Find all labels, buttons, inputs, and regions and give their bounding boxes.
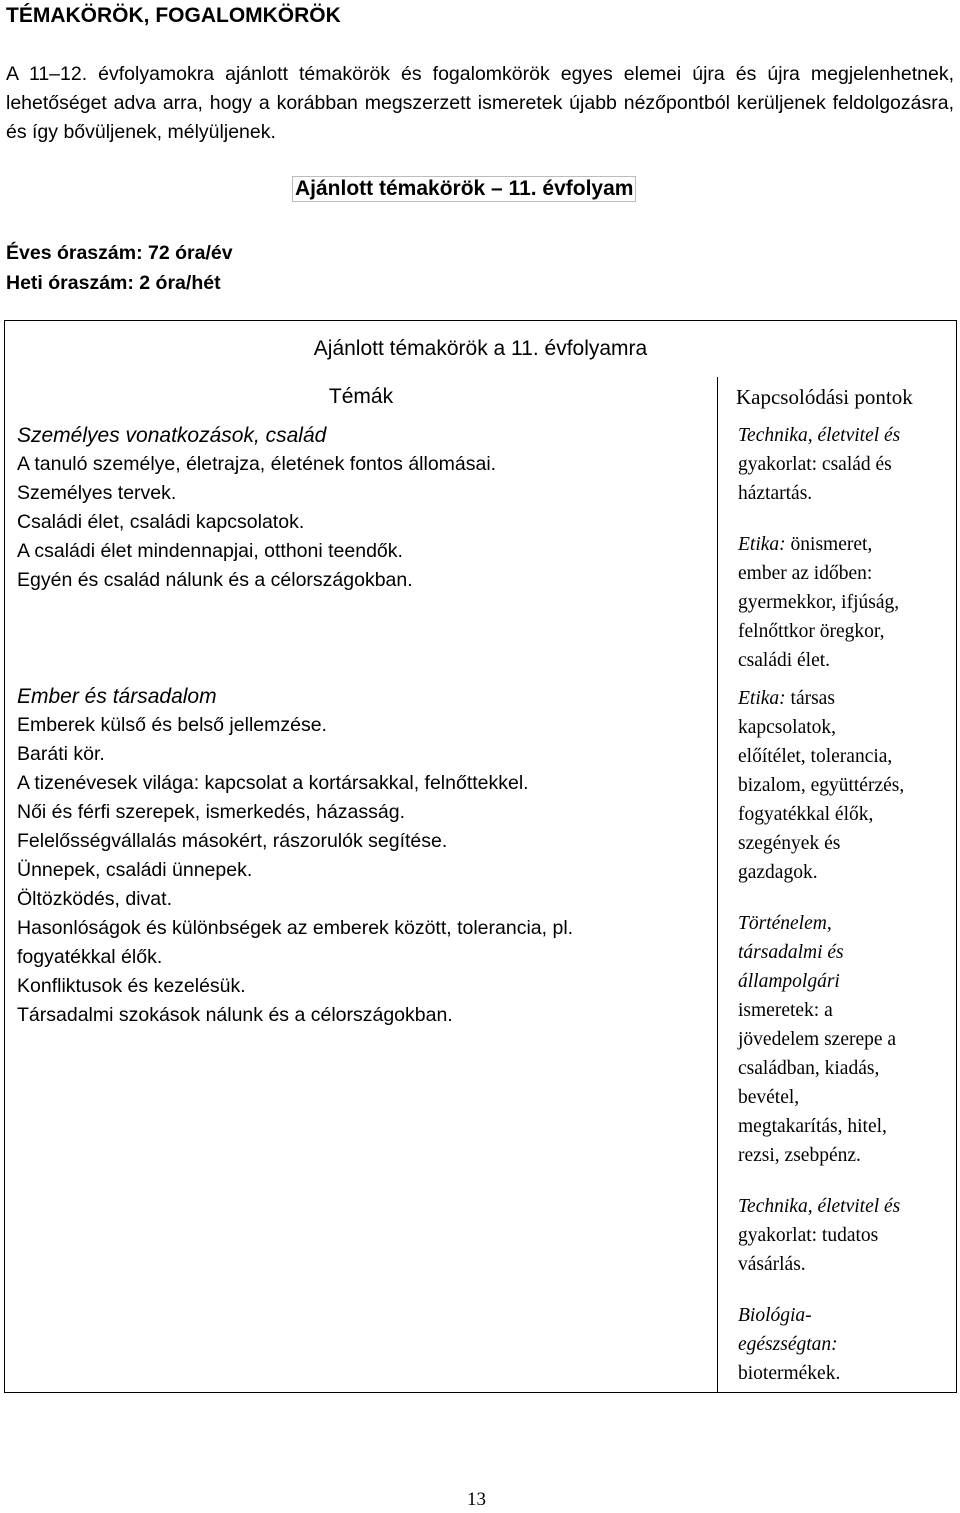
link-text: gyakorlat: család és (738, 454, 892, 475)
list-item: Családi élet, családi kapcsolatok. (17, 511, 305, 533)
list-item: Női és férfi szerepek, ismerkedés, házasság. (17, 801, 406, 823)
link-technika-1 (738, 421, 956, 508)
list-item: Baráti kör. (17, 743, 105, 765)
header-topics: Témák (5, 377, 718, 417)
list-item: Emberek külső és belső jellemzése. (17, 714, 327, 736)
link-text: önismeret, (785, 534, 873, 555)
hours-block (6, 238, 233, 298)
link-text: vásárlás. (738, 1254, 806, 1275)
link-text: háztartás. (738, 483, 813, 504)
link-subject: társadalmi és (738, 942, 844, 963)
topics-cell (5, 417, 718, 1393)
section-personal (17, 421, 717, 595)
link-text: társas (785, 688, 835, 709)
link-subject: Technika, életvitel és (738, 1196, 901, 1217)
link-text: családi élet. (738, 650, 831, 671)
link-subject: Technika, életvitel és (738, 425, 901, 446)
link-text: fogyatékkal élők, (738, 804, 874, 825)
link-technika-2 (738, 1192, 956, 1279)
link-text: bizalom, együttérzés, (738, 775, 905, 796)
table-header-row (5, 377, 957, 417)
link-text: biotermékek. (738, 1363, 841, 1384)
list-item: Ünnepek, családi ünnepek. (17, 859, 253, 881)
link-text: rezsi, zsebpénz. (738, 1145, 861, 1166)
list-item: Egyén és család nálunk és a célországokban. (17, 569, 413, 591)
link-text: ember az időben: (738, 563, 873, 584)
link-text: gyermekkor, ifjúság, (738, 592, 900, 613)
table-body-row (5, 417, 957, 1393)
link-tortenelem (738, 909, 956, 1170)
list-item: A tanuló személye, életrajza, életének fontos állomásai. (17, 453, 497, 475)
table-caption: Ajánlott témakörök a 11. évfolyamra (5, 321, 957, 378)
link-subject: Biológia- (738, 1305, 812, 1326)
link-text: ismeretek: a (738, 1000, 833, 1021)
weekly-hours: Heti óraszám: 2 óra/hét (6, 272, 221, 294)
section-title: Személyes vonatkozások, család (17, 424, 327, 447)
link-biologia (738, 1301, 956, 1388)
link-subject: Történelem, (738, 913, 832, 934)
header-links: Kapcsolódási pontok (718, 377, 957, 417)
page-title: TÉMAKÖRÖK, FOGALOMKÖRÖK (6, 4, 341, 27)
link-etika-1 (738, 530, 956, 675)
link-text: gyakorlat: tudatos (738, 1225, 879, 1246)
table-caption-row (5, 321, 957, 378)
section-society (17, 682, 717, 1030)
list-item: Hasonlóságok és különbségek az emberek között, tolerancia, pl. (17, 917, 574, 939)
link-text: felnőttkor öregkor, (738, 621, 885, 642)
grade-heading (292, 176, 636, 202)
yearly-hours: Éves óraszám: 72 óra/év (6, 242, 233, 264)
link-subject: Etika: (738, 534, 786, 555)
section-title: Ember és társadalom (17, 685, 217, 708)
list-item: Öltözködés, divat. (17, 888, 172, 910)
grade-heading-text: Ajánlott témakörök – 11. évfolyam (292, 176, 636, 202)
intro-paragraph (6, 60, 954, 147)
link-text: szegények és (738, 833, 841, 854)
list-item: A családi élet mindennapjai, otthoni teendők. (17, 540, 403, 562)
link-text: kapcsolatok, (738, 717, 837, 738)
list-item: Személyes tervek. (17, 482, 177, 504)
intro-text: A 11–12. évfolyamokra ajánlott témakörök és fogalomkörök egyes elemei újra és újra megjelenhetnek, lehetőséget adva arra, hogy a korábban megszerzett ismeretek újabb nézőpontból kerüljenek feldolgozásra, és így bővüljenek, mélyüljenek. (6, 63, 954, 143)
links-cell (718, 417, 957, 1393)
link-subject: Etika: (738, 688, 786, 709)
list-item: Társadalmi szokások nálunk és a célországokban. (17, 1004, 453, 1026)
topics-table (4, 320, 957, 1393)
link-subject: egészségtan: (738, 1334, 838, 1355)
link-text: családban, kiadás, (738, 1058, 880, 1079)
link-text: bevétel, (738, 1087, 800, 1108)
link-text: előítélet, tolerancia, (738, 746, 893, 767)
link-text: gazdagok. (738, 862, 818, 883)
list-item: A tizenévesek világa: kapcsolat a kortársakkal, felnőttekkel. (17, 772, 529, 794)
list-item: Konfliktusok és kezelésük. (17, 975, 246, 997)
link-etika-2 (738, 684, 956, 887)
link-text: megtakarítás, hitel, (738, 1116, 887, 1137)
link-subject: állampolgári (738, 971, 840, 992)
list-item: fogyatékkal élők. (17, 946, 163, 968)
list-item: Felelősségvállalás másokért, rászorulók segítése. (17, 830, 448, 852)
page-number: 13 (467, 1489, 486, 1510)
link-text: jövedelem szerepe a (738, 1029, 897, 1050)
